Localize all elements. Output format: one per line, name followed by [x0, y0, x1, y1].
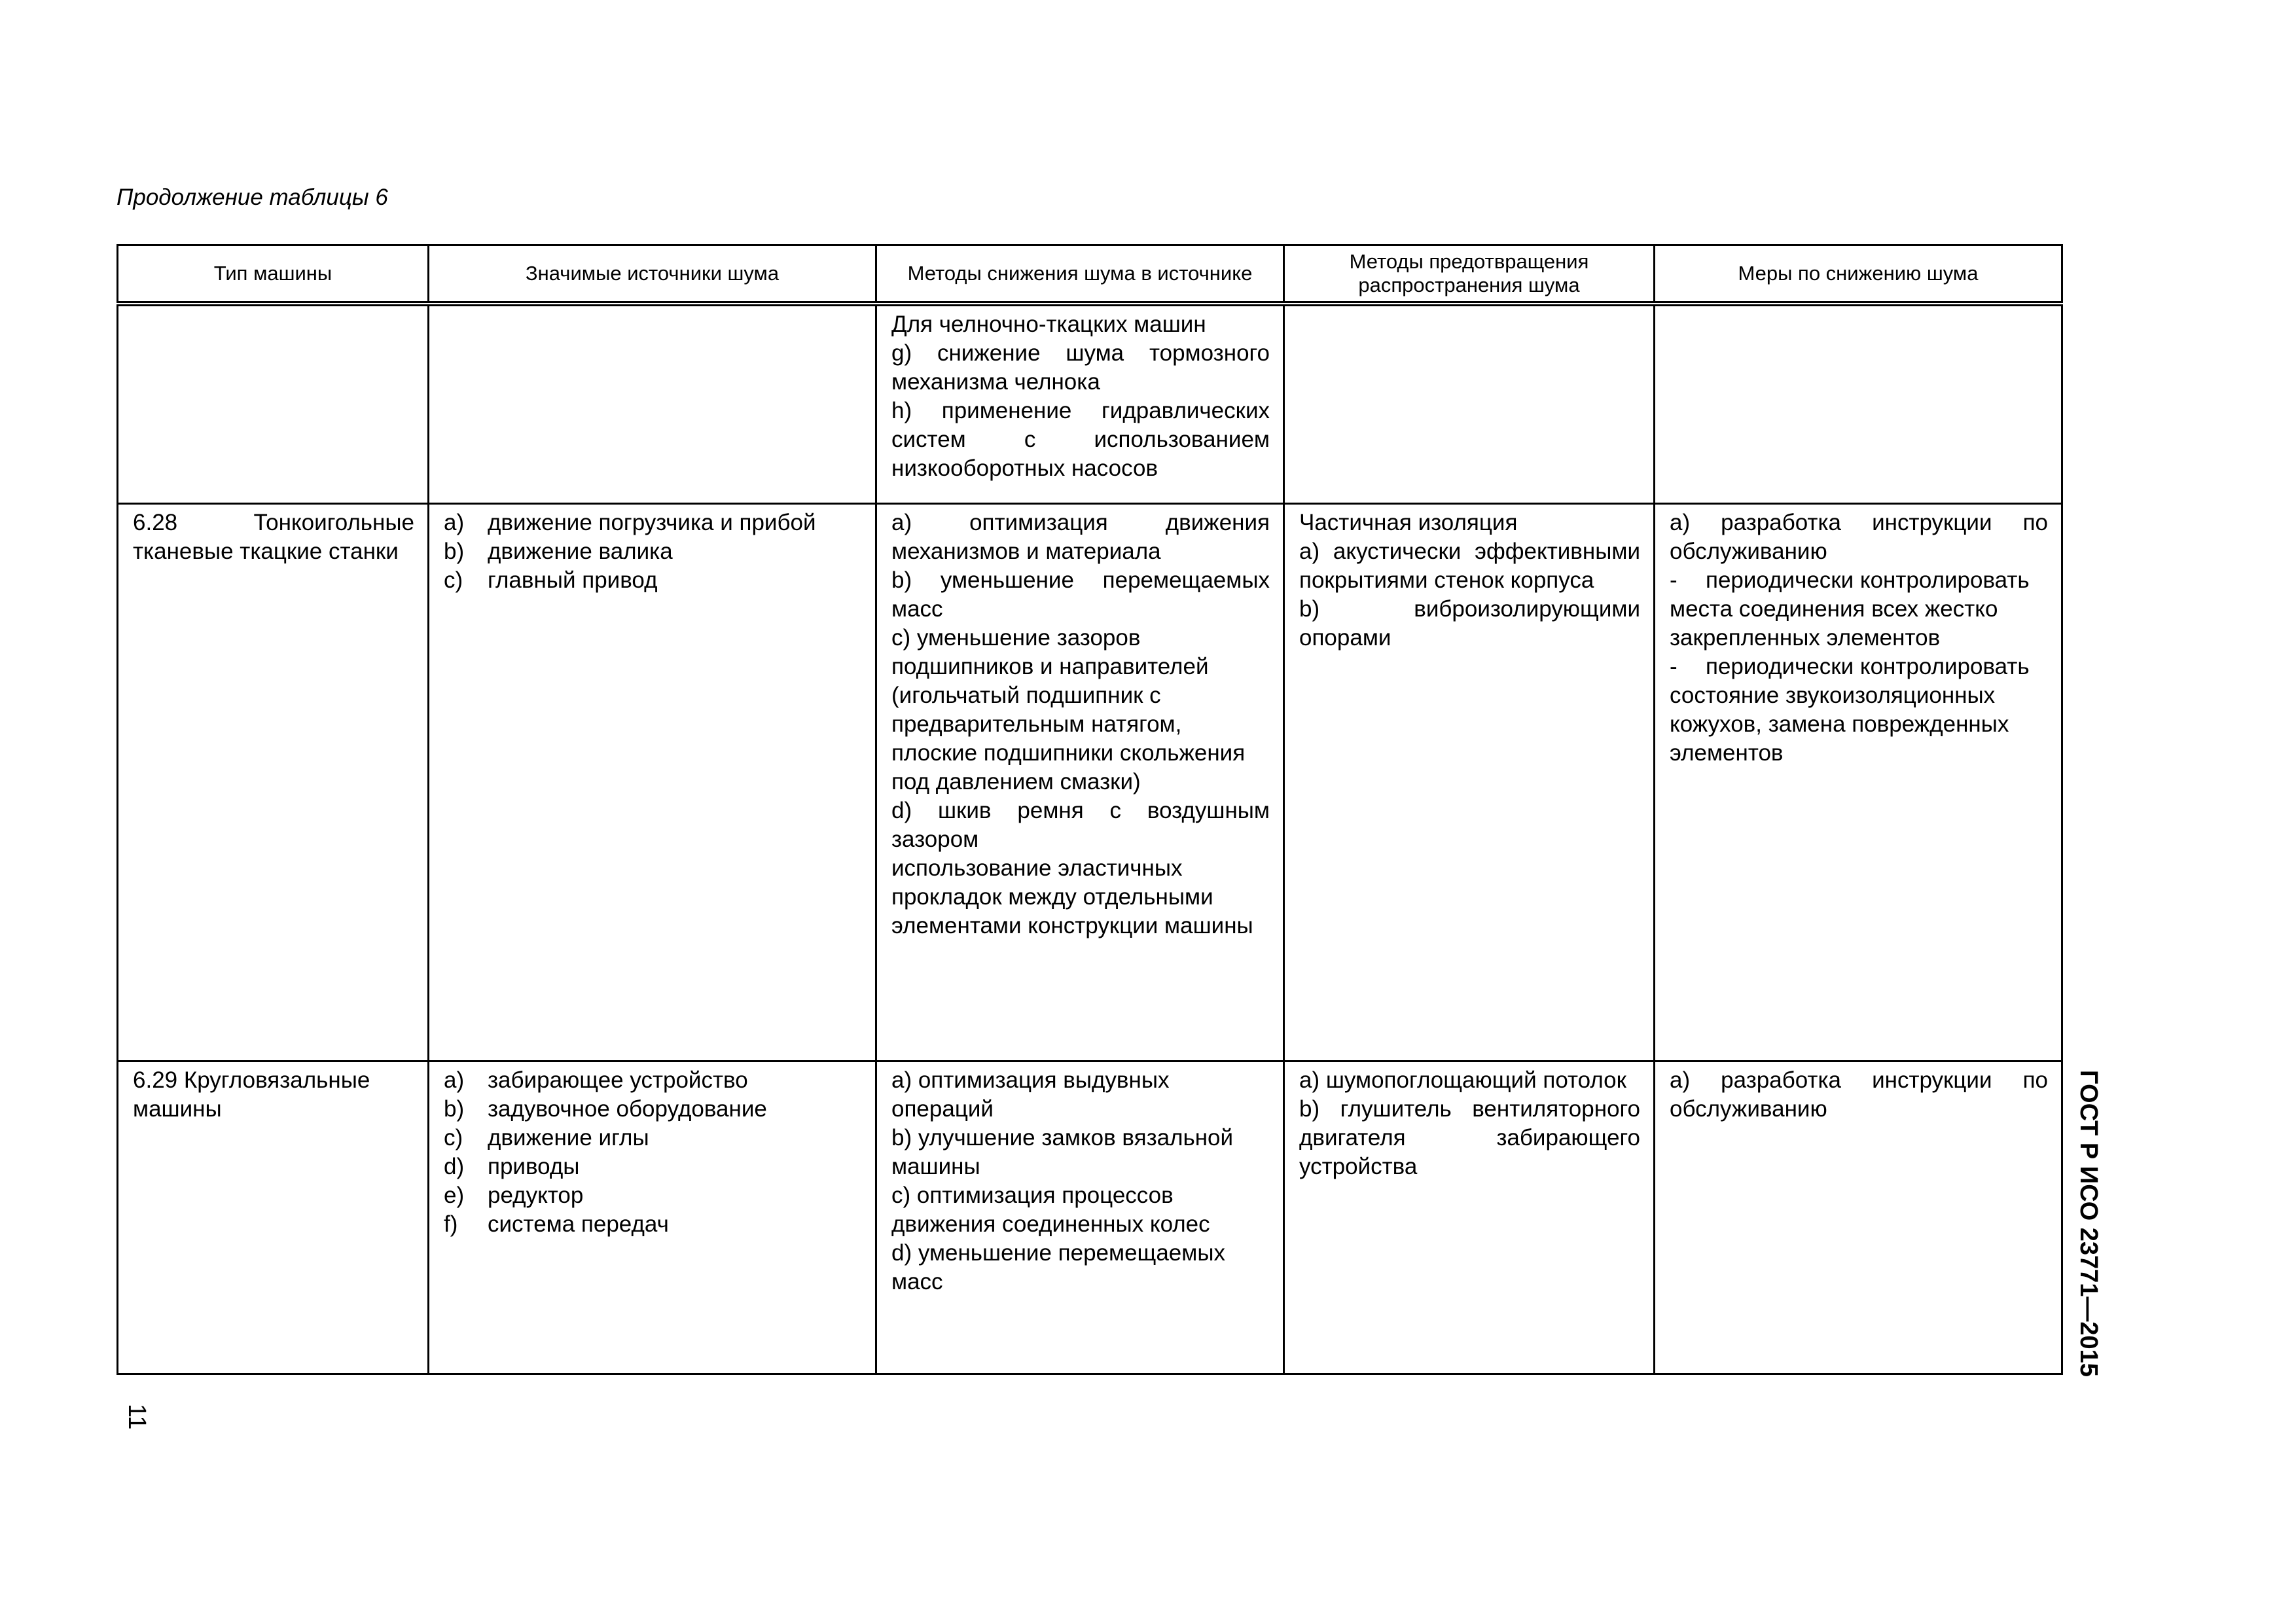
- text-line: a) шумопоглощающий потолок: [1299, 1067, 1626, 1093]
- cell-measures: [1655, 304, 2062, 503]
- text-line: b) виброизолирующими опорами: [1299, 596, 1640, 651]
- text-line: a) оптимизация движения механизмов и материала: [891, 509, 1270, 564]
- text-line: c) уменьшение зазоров подшипников и направителей (игольчатый подшипник с предварительным натягом, плоские подшипники скольжения под давлением смазки): [891, 624, 1246, 794]
- cell-measures: [1655, 1061, 2062, 1374]
- list-item: - периодически контролировать места соединения всех жестко закрепленных элементов: [1670, 567, 2030, 651]
- text-line: c) оптимизация процессов движения соединенных колес: [891, 1182, 1210, 1237]
- list-item: c) главный привод: [444, 567, 658, 593]
- list-item: b) движение валика: [444, 538, 673, 564]
- cell-noise-sources: [429, 304, 876, 503]
- cell-machine-type: [118, 304, 429, 503]
- list-item: a) забирающее устройство: [444, 1067, 748, 1093]
- sources-list: [444, 1066, 862, 1239]
- text-line: b) уменьшение перемещаемых масс: [891, 567, 1270, 622]
- cell-prevention-methods: [1284, 304, 1655, 503]
- list-item: a) движение погрузчика и прибой: [444, 509, 816, 535]
- table-row: [118, 304, 2062, 503]
- cell-measures: [1655, 503, 2062, 1061]
- page-number: 11: [123, 1404, 151, 1430]
- cell-source-methods: [876, 1061, 1284, 1374]
- cell-noise-sources: [429, 503, 876, 1061]
- text-line: a) акустически эффективными покрытиями стенок корпуса: [1299, 538, 1640, 593]
- table-header-row: [118, 245, 2062, 304]
- header-noise-sources: Значимые источники шума: [429, 245, 876, 304]
- sources-list: [444, 508, 862, 595]
- cell-noise-sources: [429, 1061, 876, 1374]
- table-caption: Продолжение таблицы 6: [117, 185, 388, 210]
- text-line: g) снижение шума тормозного механизма челнока: [891, 340, 1270, 395]
- list-item: - периодически контролировать состояние звукоизоляционных кожухов, замена поврежденных элементов: [1670, 653, 2030, 766]
- text-line: a) оптимизация выдувных операций: [891, 1067, 1170, 1122]
- table-row: [118, 503, 2062, 1061]
- list-item: d) приводы: [444, 1153, 580, 1179]
- table-row: [118, 1061, 2062, 1374]
- text-line: использование эластичных прокладок между отдельными элементами конструкции машины: [891, 855, 1253, 938]
- cell-machine-type: 6.28 Тонкоигольные тканевые ткацкие станки: [118, 503, 429, 1061]
- noise-table: [117, 244, 2063, 1375]
- cell-prevention-methods: [1284, 503, 1655, 1061]
- document-standard-title: ГОСТ Р ИСО 23771—2015: [2075, 1070, 2102, 1377]
- header-prevention-methods: Методы предотвращения распространения шума: [1284, 245, 1655, 304]
- list-item: b) задувочное оборудование: [444, 1096, 767, 1122]
- list-item: c) движение иглы: [444, 1124, 649, 1150]
- text-line: h) применение гидравлических систем с использованием низкооборотных насосов: [891, 398, 1270, 481]
- cell-source-methods: [876, 304, 1284, 503]
- list-item: f) система передач: [444, 1211, 669, 1237]
- text-line: d) уменьшение перемещаемых масс: [891, 1240, 1225, 1294]
- text-line: a) разработка инструкции по обслуживанию: [1670, 1067, 2048, 1122]
- text-line: Для челночно-ткацких машин: [891, 312, 1206, 337]
- text-line: b) улучшение замков вязальной машины: [891, 1124, 1234, 1179]
- text-line: a) разработка инструкции по обслуживанию: [1670, 509, 2048, 564]
- cell-machine-type: 6.29 Кругловязальные машины: [118, 1061, 429, 1374]
- text-line: d) шкив ремня с воздушным зазором: [891, 797, 1270, 852]
- header-source-methods: Методы снижения шума в источнике: [876, 245, 1284, 304]
- cell-source-methods: [876, 503, 1284, 1061]
- cell-prevention-methods: [1284, 1061, 1655, 1374]
- text-line: Частичная изоляция: [1299, 509, 1518, 535]
- text-line: b) глушитель вентиляторного двигателя забирающего устройства: [1299, 1096, 1640, 1179]
- header-measures: Меры по снижению шума: [1655, 245, 2062, 304]
- list-item: e) редуктор: [444, 1182, 584, 1208]
- header-machine-type: Тип машины: [118, 245, 429, 304]
